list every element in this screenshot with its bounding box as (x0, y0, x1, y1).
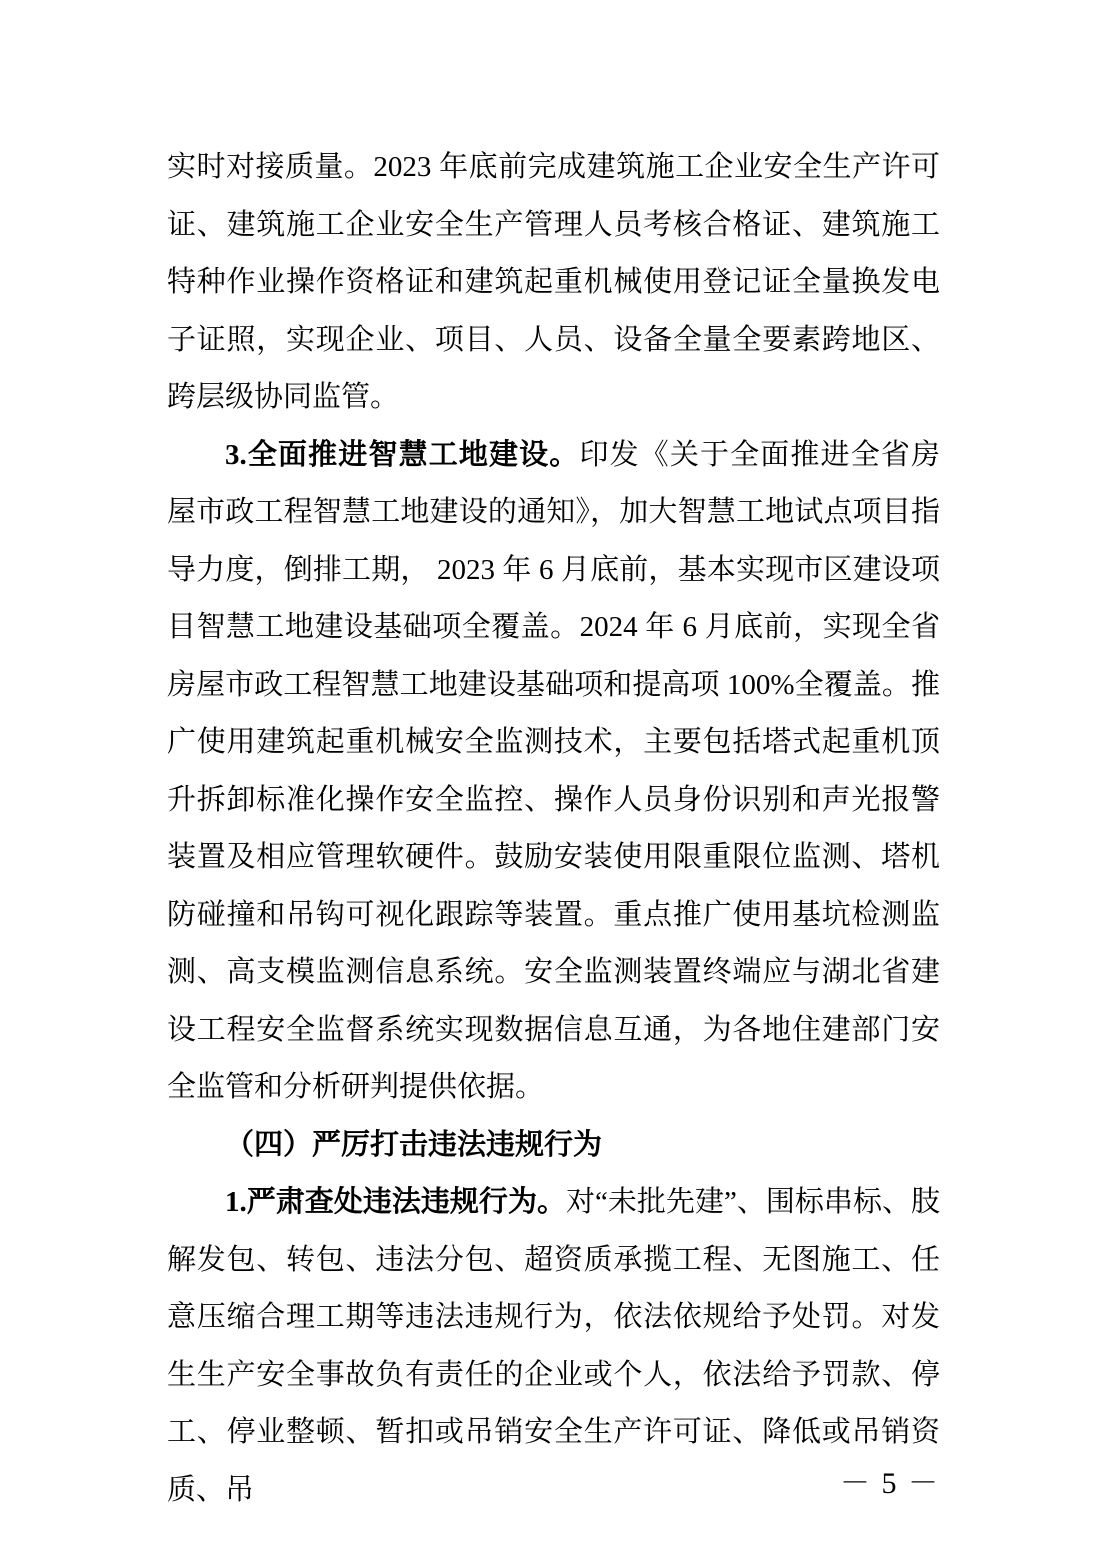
paragraph-text: 印发《关于全面推进全省房屋市政工程智慧工地建设的通知》，加大智慧工地试点项目指导力度，倒排工期， 2023 年 6 月底前，基本实现市区建设项目智慧工地建设基础项全覆盖。2024 年 6 月底前，实现全省房屋市政工程智慧工地建设基础项和提高项 100%全覆盖。推广使用建筑起重机械安全监测技术，主要包括塔式起重机顶升拆卸标准化操作安全监控、操作人员身份识别和声光报警装置及相应管理软硬件。鼓励安装使用限重限位监测、塔机防碰撞和吊钩可视化跟踪等装置。重点推广使用基坑检测监测、高支模监测信息系统。安全监测装置终端应与湖北省建设工程安全监督系统实现数据信息互通，为各地住建部门安全监管和分析研判提供依据。 (167, 438, 940, 1103)
paragraph-text: 对“未批先建”、围标串标、肢解发包、转包、违法分包、超资质承揽工程、无图施工、任意压缩合理工期等违法违规行为，依法依规给予处罚。对发生生产安全事故负有责任的企业或个人，依法给予罚款、停工、停业整顿、暂扣或吊销安全生产许可证、降低或吊销资质、吊 (167, 1186, 940, 1506)
paragraph-text: 实时对接质量。2023 年底前完成建筑施工企业安全生产许可证、建筑施工企业安全生产管理人员考核合格证、建筑施工特种作业操作资格证和建筑起重机械使用登记证全量换发电子证照，实现企业、项目、人员、设备全量全要素跨地区、跨层级协同监管。 (167, 151, 940, 413)
paragraph-lead-bold: 1.严肃查处违法违规行为。 (225, 1186, 566, 1218)
paragraph-item-1-violations (167, 1174, 940, 1519)
document-body (167, 139, 940, 1519)
paragraph-continuation (167, 139, 940, 427)
section-heading-4: （四）严厉打击违法违规行为 (225, 1128, 603, 1161)
page-number: － 5 － (840, 1467, 940, 1500)
paragraph-item-3-smart-site (167, 427, 940, 1117)
paragraph-lead-bold: 3.全面推进智慧工地建设。 (225, 438, 580, 471)
